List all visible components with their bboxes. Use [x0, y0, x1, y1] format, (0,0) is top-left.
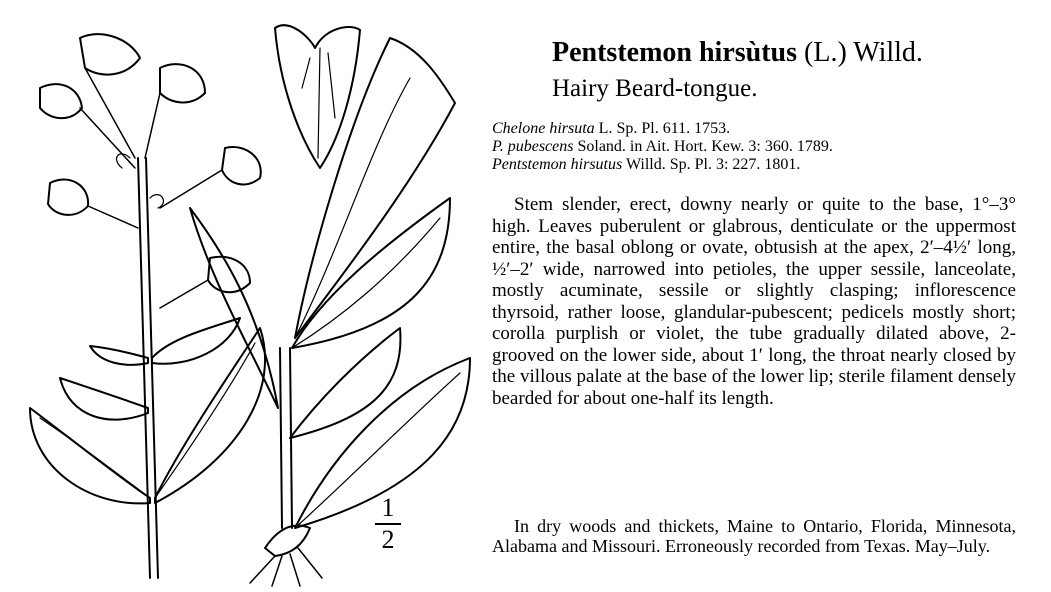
scale-denominator: 2 — [381, 525, 395, 554]
habitat-range: In dry woods and thickets, Maine to Ontario, Florida, Minnesota, Alabama and Missouri. Erroneously recorded from Texas. May–July. — [492, 516, 1016, 556]
common-name: Hairy Beard-tongue. — [552, 75, 758, 102]
plant-illustration — [10, 8, 490, 588]
scientific-name-line — [552, 36, 1042, 70]
scale-numerator: 1 — [381, 493, 395, 522]
synonym-list — [492, 120, 1042, 174]
species-heading — [552, 36, 1042, 104]
species-description: Stem slender, erect, downy nearly or quite to the base, 1°–3° high. Leaves puberulent or glabrous, denticulate or the uppermost entire, the basal oblong or ovate, obtusish at the apex, 2′–4½′ long, ½′–2′ wide, narrowed into petioles, the upper sessile, lanceolate, mostly acuminate, sessile or slightly clasping; inflorescence thyrsoid, rather loose, glandular-pubescent; pedicels mostly short; corolla purplish or violet, the tube gradually dilated above, 2-grooved on the lower side, about 1′ long, the throat nearly closed by the villous palate at the base of the lower lip; sterile filament densely bearded for about one-half its length. — [492, 194, 1016, 409]
right-stem — [250, 348, 322, 586]
left-stem — [138, 158, 158, 578]
synonym-citation: Willd. Sp. Pl. 3: 227. 1801. — [625, 156, 801, 173]
scientific-name: Pentstemon hirsùtus — [552, 37, 798, 68]
right-leaves — [190, 38, 470, 528]
synonym-citation: Soland. in Ait. Hort. Kew. 3: 360. 1789. — [577, 138, 833, 155]
synonym-name: Pentstemon hirsutus — [492, 156, 623, 173]
synonym-entry — [492, 156, 1042, 174]
authority: (L.) Willd. — [804, 37, 923, 68]
synonym-entry — [492, 120, 1042, 138]
scale-fraction — [370, 495, 406, 553]
synonym-name: P. pubescens — [492, 138, 574, 155]
synonym-name: Chelone hirsuta — [492, 120, 595, 137]
synonym-entry — [492, 138, 1042, 156]
synonym-citation: L. Sp. Pl. 611. 1753. — [598, 120, 731, 137]
